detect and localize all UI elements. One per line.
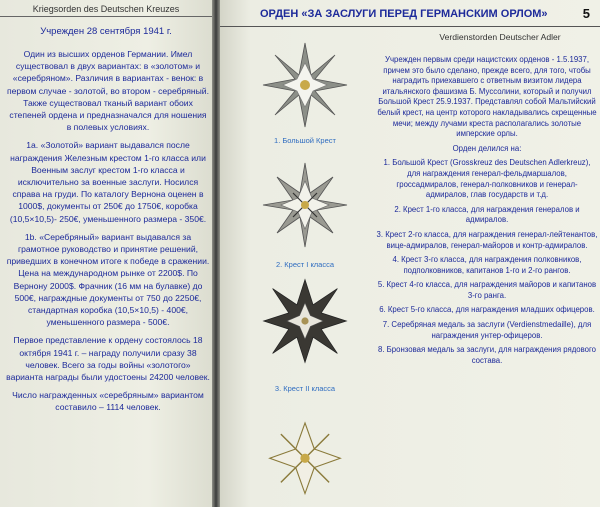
- cross-second-class-image: [240, 276, 370, 366]
- list-item: 6. Крест 5-го класса, для награждения младших офицеров.: [379, 305, 595, 315]
- list-item: 1. Большой Крест (Grosskreuz des Deutschen Adlerkreuz), для награждения генерал-фельдмаршалов, гроссадмиралов, генерал-полковников и генерал-адмиралов, глав государств и т.д.: [383, 158, 591, 200]
- paragraph: Один из высших орденов Германии. Имел существовал в двух вариантах: в «золотом» и «серебряном». Различия в вариантах - венок: в первом случае - золотой, во втором - серебряный. Также существовал тканый вариант обоих степеней ордена и предназначался для ношения в полевых условиях.: [6, 49, 209, 133]
- paragraph: Первое представление к ордену состоялось 18 октября 1941 г. – награду получили сразу 38 человек. Всего за годы войны «золотого» варианта награды были удостоены 24200 человек.: [6, 335, 210, 383]
- book-spine: [212, 0, 220, 507]
- list-item: 4. Крест 3-го класса, для награждения полковников, подполковников, капитанов 1-го и 2-го рангов.: [392, 255, 582, 275]
- list-item: 7. Серебряная медаль за заслуги (Verdienstmedaille), для награждения унтер-офицеров.: [382, 320, 592, 340]
- paragraph: 1b. «Серебряный» вариант выдавался за грамотное руководство и принятие решений, приведших в конечном итоге к победе в сражении. Цена на международном рынке от 2200$. По Вернону 2000$. Фрачник (16 мм на булавке) до 500€, награждные документы от 750 до 2250€, стандартная коробка (10,5×10,5) - 400€, уменьшенного размера - 500€.: [6, 231, 210, 328]
- grand-cross-star-image: [240, 40, 370, 130]
- cross-third-class-image: [240, 410, 370, 500]
- title-row: [220, 6, 600, 27]
- page-subtitle: Verdienstorden Deutscher Adler: [439, 32, 561, 42]
- right-page-text: [376, 55, 598, 370]
- left-page-body: [6, 48, 210, 420]
- right-page: [220, 0, 600, 507]
- list-item: 5. Крест 4-го класса, для награждения майоров и капитанов 3-го ранга.: [377, 280, 597, 300]
- list-item: 3. Крест 2-го класса, для награждения генерал-лейтенантов, вице-адмиралов, генерал-майоров и контр-адмиралов.: [376, 229, 598, 250]
- page-number: 5: [582, 6, 590, 21]
- list-item: 2. Крест 1-го класса, для награждения генералов и адмиралов.: [394, 204, 580, 225]
- page-title: ОРДЕН «ЗА ЗАСЛУГИ ПЕРЕД ГЕРМАНСКИМ ОРЛОМ»: [260, 8, 548, 20]
- paragraph: Число награжденных «серебряным» вариантом составило – 1114 человек.: [12, 390, 204, 413]
- cross-first-class-image: [240, 160, 370, 250]
- establishment-date: Учрежден 28 сентября 1941 г.: [40, 26, 172, 37]
- left-page-header: Kriegsorden des Deutschen Kreuzes: [0, 0, 212, 17]
- left-page: [0, 0, 212, 507]
- caption-cross-second-class: 3. Крест II класса: [274, 384, 336, 393]
- list-item: 8. Бронзовая медаль за заслуги, для награждения рядового состава.: [378, 345, 596, 365]
- intro-paragraph: Учрежден первым среди нацистских орденов - 1.5.1937, причем это было сделано, прежде всего, для того, чтобы наградить приехавшего с ответным визитом лидера итальянского фашизма Б. Муссолини, который и получил Большой Крест 25.9.1937. Представлял собой Мальтийский белый крест, на центр которого накладывались скрещенные мечи; между лучами креста располагались золотые имперские орлы.: [377, 55, 597, 139]
- caption-cross-first-class: 2. Крест I класса: [275, 260, 335, 269]
- paragraph: 1a. «Золотой» вариант выдавался после награждения Железным крестом 1-го класса или Военным заслуг крестом 1-го класса и исключительно за военные заслуги. Носился справа на груди. По каталогу Вернона оценен в 1000$, документы от 250€ до 1750€, коробка (10,5×10,5)- 250€, уменьшенного размера - 350€.: [9, 140, 207, 224]
- order-classes-list: [376, 158, 598, 366]
- caption-grand-cross: 1. Большой Крест: [274, 136, 336, 145]
- division-title: Орден делился на:: [452, 143, 522, 153]
